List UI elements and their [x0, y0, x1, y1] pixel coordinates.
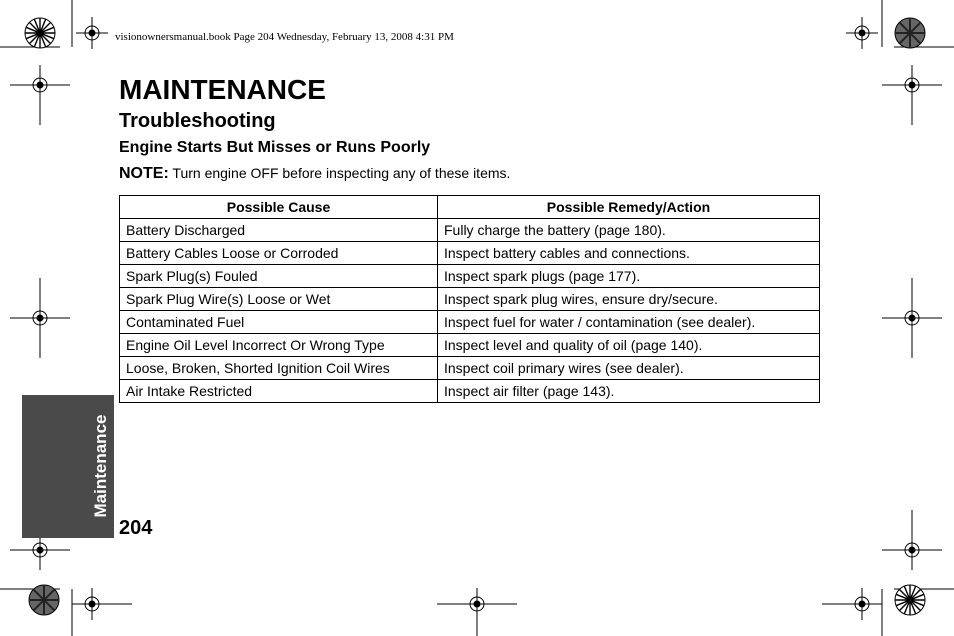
- registration-mark-icon: [437, 588, 517, 636]
- table-header-row: [120, 196, 820, 219]
- column-header-remedy: Possible Remedy/Action: [438, 196, 820, 219]
- table-row: [120, 357, 820, 380]
- page-number: 204: [119, 517, 153, 539]
- cause-cell: Air Intake Restricted: [120, 380, 438, 403]
- topic-title: Engine Starts But Misses or Runs Poorly: [119, 139, 431, 156]
- remedy-cell: Inspect spark plug wires, ensure dry/secure.: [438, 288, 820, 311]
- table-row: [120, 219, 820, 242]
- column-header-cause: Possible Cause: [120, 196, 438, 219]
- cause-cell: Spark Plug(s) Fouled: [120, 265, 438, 288]
- registration-mark-icon: [882, 278, 942, 358]
- star-target-icon: [29, 585, 59, 615]
- file-info-header: visionownersmanual.book Page 204 Wednesday, February 13, 2008 4:31 PM: [115, 31, 454, 43]
- remedy-cell: Inspect level and quality of oil (page 140).: [438, 334, 820, 357]
- table-row: [120, 380, 820, 403]
- remedy-cell: Fully charge the battery (page 180).: [438, 219, 820, 242]
- subsection-title: Troubleshooting: [119, 110, 276, 132]
- registration-mark-icon: [822, 588, 882, 620]
- registration-mark-icon: [10, 65, 70, 125]
- table-row: [120, 265, 820, 288]
- section-title: MAINTENANCE: [119, 74, 326, 105]
- remedy-cell: Inspect spark plugs (page 177).: [438, 265, 820, 288]
- star-target-icon: [895, 18, 925, 48]
- note: [119, 165, 510, 183]
- remedy-cell: Inspect battery cables and connections.: [438, 242, 820, 265]
- cause-cell: Loose, Broken, Shorted Ignition Coil Wires: [120, 357, 438, 380]
- registration-mark-icon: [882, 510, 942, 570]
- table-row: [120, 334, 820, 357]
- registration-mark-icon: [846, 17, 878, 49]
- registration-mark-icon: [76, 17, 108, 49]
- table-row: [120, 288, 820, 311]
- registration-mark-icon: [72, 588, 132, 620]
- troubleshooting-table: [119, 195, 820, 403]
- cause-cell: Battery Discharged: [120, 219, 438, 242]
- star-target-icon: [25, 18, 55, 48]
- cause-cell: Spark Plug Wire(s) Loose or Wet: [120, 288, 438, 311]
- side-tab-label: Maintenance: [91, 414, 110, 518]
- note-text: Turn engine OFF before inspecting any of these items.: [168, 165, 511, 181]
- table-row: [120, 311, 820, 334]
- note-label: NOTE:: [119, 165, 169, 182]
- cause-cell: Battery Cables Loose or Corroded: [120, 242, 438, 265]
- remedy-cell: Inspect coil primary wires (see dealer).: [438, 357, 820, 380]
- registration-mark-icon: [10, 278, 70, 358]
- star-target-icon: [895, 585, 925, 615]
- cause-cell: Contaminated Fuel: [120, 311, 438, 334]
- remedy-cell: Inspect air filter (page 143).: [438, 380, 820, 403]
- table-row: [120, 242, 820, 265]
- cause-cell: Engine Oil Level Incorrect Or Wrong Type: [120, 334, 438, 357]
- registration-mark-icon: [882, 65, 942, 125]
- remedy-cell: Inspect fuel for water / contamination (see dealer).: [438, 311, 820, 334]
